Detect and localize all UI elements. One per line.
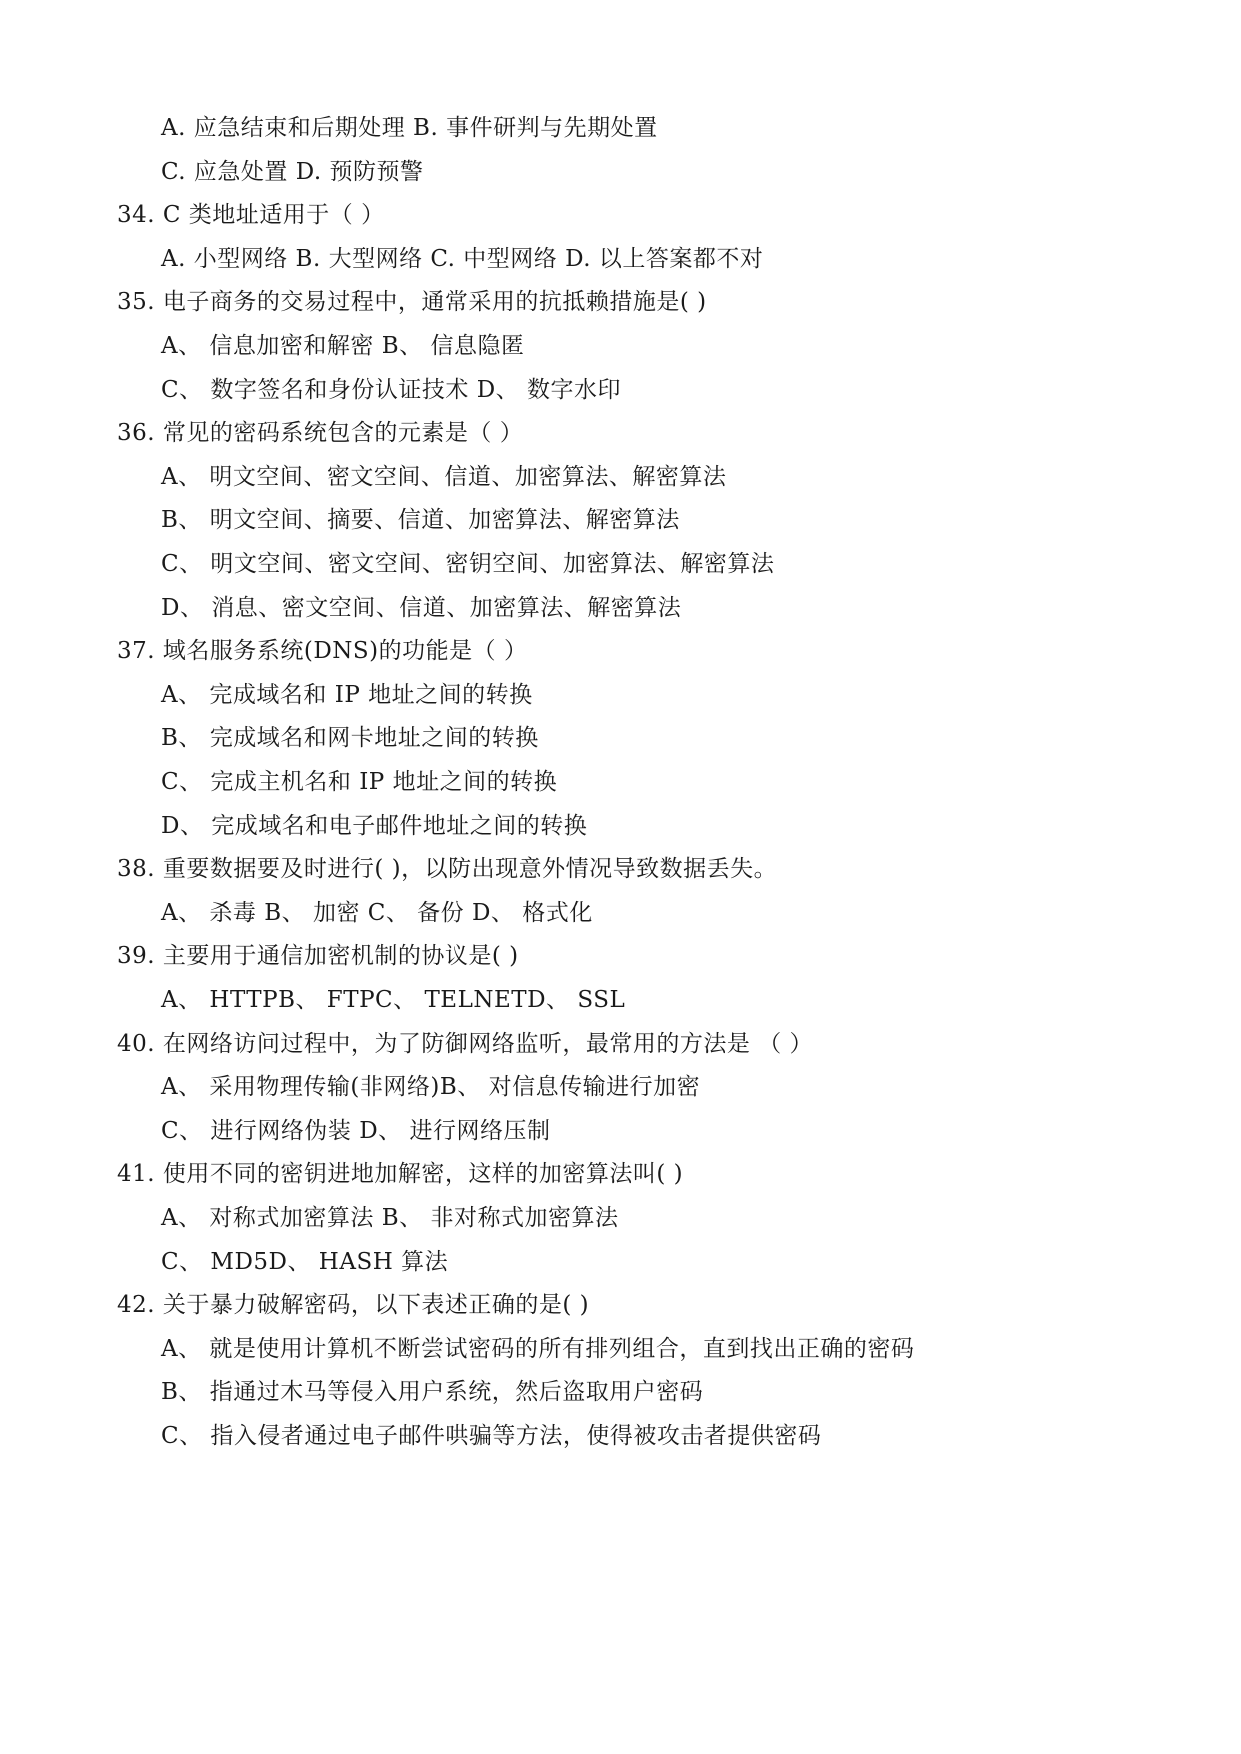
question-line: 37. 域名服务系统(DNS)的功能是（ ） [117, 638, 528, 664]
question-line: 41. 使用不同的密钥进地加解密，这样的加密算法叫( ) [117, 1161, 684, 1187]
question-line: 42. 关于暴力破解密码，以下表述正确的是( ) [117, 1292, 590, 1318]
option-line: A. 小型网络 B. 大型网络 C. 中型网络 D. 以上答案都不对 [161, 246, 764, 272]
option-line: A、 就是使用计算机不断尝试密码的所有排列组合，直到找出正确的密码 [161, 1336, 915, 1362]
question-line: 40. 在网络访问过程中，为了防御网络监听，最常用的方法是 （ ） [117, 1031, 814, 1057]
question-line: 38. 重要数据要及时进行( )，以防出现意外情况导致数据丢失。 [117, 856, 778, 882]
option-line: B、 完成域名和网卡地址之间的转换 [161, 725, 539, 751]
option-line: D、 完成域名和电子邮件地址之间的转换 [161, 813, 588, 839]
option-line: A、 对称式加密算法 B、 非对称式加密算法 [161, 1205, 619, 1231]
question-line: 34. C 类地址适用于（ ） [117, 202, 385, 228]
option-line: A、 HTTPB、 FTPC、 TELNETD、 SSL [161, 987, 626, 1013]
question-line: 35. 电子商务的交易过程中，通常采用的抗抵赖措施是( ) [117, 289, 707, 315]
option-line: B、 明文空间、摘要、信道、加密算法、解密算法 [161, 507, 680, 533]
option-line: C、 MD5D、 HASH 算法 [161, 1249, 449, 1275]
option-line: C. 应急处置 D. 预防预警 [161, 159, 424, 185]
question-line: 39. 主要用于通信加密机制的协议是( ) [117, 943, 519, 969]
option-line: A、 采用物理传输(非网络)B、 对信息传输进行加密 [161, 1074, 701, 1100]
option-line: A、 信息加密和解密 B、 信息隐匿 [161, 333, 525, 359]
option-line: C、 明文空间、密文空间、密钥空间、加密算法、解密算法 [161, 551, 775, 577]
option-line: D、 消息、密文空间、信道、加密算法、解密算法 [161, 595, 682, 621]
option-line: C、 数字签名和身份认证技术 D、 数字水印 [161, 377, 621, 403]
option-line: A. 应急结束和后期处理 B. 事件研判与先期处置 [161, 115, 658, 141]
option-line: C、 进行网络伪装 D、 进行网络压制 [161, 1118, 551, 1144]
option-line: A、 完成域名和 IP 地址之间的转换 [161, 682, 533, 708]
option-line: C、 指入侵者通过电子邮件哄骗等方法，使得被攻击者提供密码 [161, 1423, 822, 1449]
question-line: 36. 常见的密码系统包含的元素是（ ） [117, 420, 524, 446]
option-line: C、 完成主机名和 IP 地址之间的转换 [161, 769, 558, 795]
option-line: B、 指通过木马等侵入用户系统，然后盗取用户密码 [161, 1379, 704, 1405]
option-line: A、 明文空间、密文空间、信道、加密算法、解密算法 [161, 464, 727, 490]
option-line: A、 杀毒 B、 加密 C、 备份 D、 格式化 [161, 900, 593, 926]
